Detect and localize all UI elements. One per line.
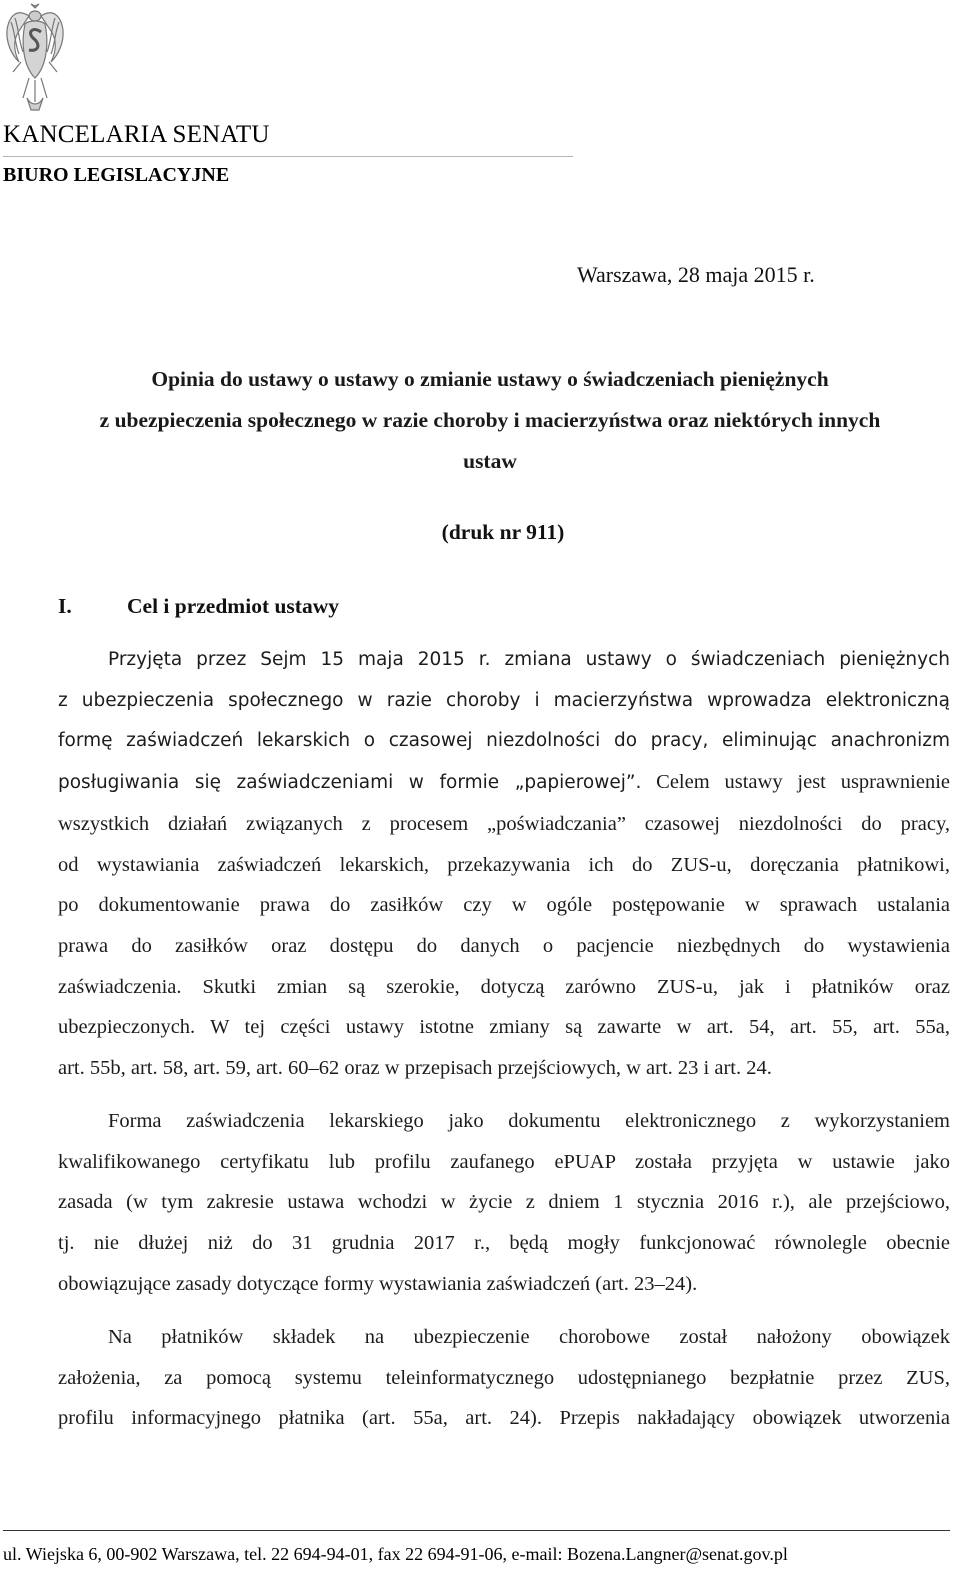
title-line: z ubezpieczenia społecznego w razie choroby i macierzyństwa oraz niektórych innych — [99, 408, 881, 432]
paragraph-line: kwalifikowanego certyfikatu lub profilu zaufanego ePUAP została przyjęta w ustawie jako — [58, 1150, 950, 1173]
paragraph-line: od wystawiania zaświadczeń lekarskich, przekazywania ich do ZUS-u, doręczania płatnikowi, — [58, 853, 950, 876]
print-number: (druk nr 911) — [441, 520, 565, 544]
paragraph-line: założenia, za pomocą systemu teleinformatycznego udostępnianego bezpłatnie przez ZUS, — [58, 1366, 950, 1389]
paragraph-line: wszystkich działań związanych z procesem „poświadczania” czasowej niezdolności do pracy, — [58, 812, 950, 835]
document-date: Warszawa, 28 maja 2015 r. — [577, 262, 815, 287]
paragraph-line: art. 55b, art. 58, art. 59, art. 60–62 oraz w przepisach przejściowych, w art. 23 i art. 24. — [58, 1057, 772, 1080]
paragraph-1 — [58, 640, 950, 1089]
paragraph-line: Na płatników składek na ubezpieczenie chorobowe został nałożony obowiązek — [108, 1326, 950, 1348]
senate-eagle-emblem-icon — [3, 2, 67, 114]
paragraph-line: ubezpieczonych. W tej części ustawy istotne zmiany są zawarte w art. 54, art. 55, art. 55a, — [58, 1016, 950, 1039]
section-title: Cel i przedmiot ustawy — [127, 594, 339, 618]
paragraph-line: zaświadczenia. Skutki zmian są szerokie, dotyczą zarówno ZUS-u, jak i płatników oraz — [58, 975, 950, 998]
paragraph-3 — [58, 1317, 950, 1439]
footer-divider — [3, 1530, 950, 1531]
paragraph-line: obowiązujące zasady dotyczące formy wystawiania zaświadczeń (art. 23–24). — [58, 1272, 698, 1295]
paragraph-2 — [58, 1101, 950, 1305]
organization-name: KANCELARIA SENATU — [3, 121, 270, 148]
paragraph-line: prawa do zasiłków oraz dostępu do danych o pacjencie niezbędnych do wystawienia — [58, 934, 950, 957]
paragraph-line: zasada (w tym zakresie ustawa wchodzi w życie z dniem 1 stycznia 2016 r.), ale przejściowo, — [58, 1191, 950, 1214]
paragraph-line: z ubezpieczenia społecznego w razie choroby i macierzyństwa wprowadza elektroniczną — [58, 689, 950, 711]
paragraph-line: formę zaświadczeń lekarskich o czasowej niezdolności do pracy, eliminując anachronizm — [58, 730, 950, 752]
paragraph-line — [58, 762, 950, 804]
paragraph-line: po dokumentowanie prawa do zasiłków czy w ogóle postępowanie w sprawach ustalania — [58, 894, 950, 917]
paragraph-line: profilu informacyjnego płatnika (art. 55a, art. 24). Przepis nakładający obowiązek utworzenia — [58, 1407, 950, 1430]
paragraph-fragment: Celem ustawy jest usprawnienie — [641, 771, 950, 794]
title-line: ustaw — [463, 449, 517, 473]
paragraph-line: Przyjęta przez Sejm 15 maja 2015 r. zmiana ustawy o świadczeniach pieniężnych — [108, 649, 950, 670]
document-title — [60, 359, 920, 482]
section-number: I. — [58, 594, 72, 618]
paragraph-line: tj. nie dłużej niż do 31 grudnia 2017 r., będą mogły funkcjonować równolegle obecnie — [58, 1232, 950, 1255]
title-line: Opinia do ustawy o ustawy o zmianie ustawy o świadczeniach pieniężnych — [151, 367, 829, 391]
header-divider — [3, 156, 573, 157]
paragraph-line: Forma zaświadczenia lekarskiego jako dokumentu elektronicznego z wykorzystaniem — [108, 1110, 950, 1132]
footer-contact: ul. Wiejska 6, 00-902 Warszawa, tel. 22 694-94-01, fax 22 694-91-06, e-mail: Bozena.Langner@senat.gov.pl — [3, 1544, 788, 1564]
paragraph-fragment: posługiwania się zaświadczeniami w formie „papierowej”. — [58, 772, 642, 794]
department-name: BIURO LEGISLACYJNE — [3, 164, 230, 186]
